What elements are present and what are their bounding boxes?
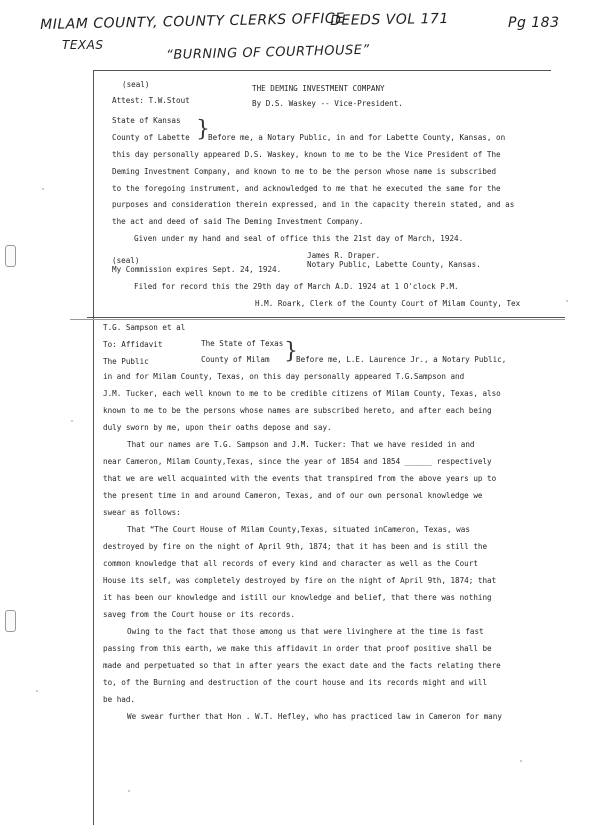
affidavit-line: J.M. Tucker, each well known to me to be credible citizens of Milam County, Texas, also <box>103 389 501 398</box>
notary-seal-label: (seal) <box>112 256 140 265</box>
scan-speck <box>128 790 130 792</box>
filed-for-record: Filed for record this the 29th day of March A.D. 1924 at 1 O'clock P.M. <box>134 282 459 291</box>
venue-county: County of Labette <box>112 133 190 142</box>
affidavit-line: saveg from the Court house or its records. <box>103 610 296 619</box>
handwritten-county-office: MILAM COUNTY, COUNTY CLERKS OFFICE <box>40 10 345 33</box>
top-rule <box>93 70 551 71</box>
affidavit-line: destroyed by fire on the night of April 9th, 1874; that it has been and is still the <box>103 542 488 551</box>
left-margin-rule <box>93 70 94 825</box>
affidavit-line: We swear further that Hon . W.T. Hefley, who has practiced law in Cameron for many <box>127 712 502 721</box>
body-line: the act and deed of said The Deming Investment Company. <box>112 217 364 226</box>
body-line: Before me, a Notary Public, in and for Labette County, Kansas, on <box>208 133 506 142</box>
section-divider <box>87 317 565 318</box>
affidavit-line: duly sworn by me, upon their oaths depose and say. <box>103 423 332 432</box>
affidavit-line: near Cameron, Milam County,Texas, since the year of 1854 and 1854 ______ respectively <box>103 457 492 466</box>
affidavit-line: House its self, was completely destroyed by fire on the night of April 9th, 1874; that <box>103 576 497 585</box>
affidavit-line: Owing to the fact that those among us that were livinghere at the time is fast <box>127 627 484 636</box>
body-line: to the foregoing instrument, and acknowledged to me that he executed the same for the <box>112 184 501 193</box>
scan-speck <box>42 188 44 190</box>
seal-label: (seal) <box>122 80 150 89</box>
scan-speck <box>566 300 568 302</box>
affidavit-line: be had. <box>103 695 136 704</box>
binder-hole-bottom <box>5 610 16 632</box>
affidavit-line: known to me to be the persons whose names are subscribed hereto, and after each being <box>103 406 492 415</box>
section-divider-shadow <box>70 319 565 320</box>
venue-state: State of Kansas <box>112 116 181 125</box>
affidavit-line: the present time in and around Cameron, Texas, and of our own personal knowledge we <box>103 491 483 500</box>
body-line: this day personally appeared D.S. Waskey, known to me to be the Vice President of The <box>112 150 501 159</box>
body-line: Given under my hand and seal of office this the 21st day of March, 1924. <box>134 234 464 243</box>
handwritten-deeds-volume: DEEDS VOL 171 <box>330 10 449 29</box>
affidavit-line: That “The Court House of Milam County,Texas, situated inCameron, Texas, was <box>127 525 470 534</box>
instrument-type: To: Affidavit <box>103 340 163 349</box>
attest-line: Attest: T.W.Stout <box>112 96 190 105</box>
handwritten-subject: “BURNING OF COURTHOUSE” <box>166 42 370 63</box>
affidavit-line: passing from this earth, we make this affidavit in order that proof positive shall be <box>103 644 492 653</box>
venue-state: The State of Texas <box>201 339 284 348</box>
affidavit-line: made and perpetuated so that in after years the exact date and the facts relating there <box>103 661 501 670</box>
affidavit-line: swear as follows: <box>103 508 181 517</box>
grantee-public: The Public <box>103 357 149 366</box>
affidavit-line: to, of the Burning and destruction of the court house and its records might and will <box>103 678 488 687</box>
handwritten-page-number: Pg 183 <box>508 15 560 31</box>
body-line: Deming Investment Company, and known to me to be the person whose name is subscribed <box>112 167 497 176</box>
affidavit-line: Before me, L.E. Laurence Jr., a Notary Public, <box>296 355 507 364</box>
vice-president-signature: By D.S. Waskey -- Vice-President. <box>252 99 403 108</box>
handwritten-state: TEXAS <box>62 38 104 52</box>
affidavit-line: it has been our knowledge and istill our knowledge and belief, that there was nothing <box>103 593 492 602</box>
commission-expiry: My Commission expires Sept. 24, 1924. <box>112 265 282 274</box>
affidavit-line: common knowledge that all records of every kind and character as well as the Court <box>103 559 478 568</box>
affiant-party: T.G. Sampson et al <box>103 323 186 332</box>
company-name: THE DEMING INVESTMENT COMPANY <box>252 84 385 93</box>
affidavit-line: that we are well acquainted with the events that transpired from the above years up to <box>103 474 497 483</box>
scan-speck <box>36 690 38 692</box>
affidavit-line: That our names are T.G. Sampson and J.M. Tucker: That we have resided in and <box>127 440 475 449</box>
county-clerk-signature: H.M. Roark, Clerk of the County Court of Milam County, Tex <box>255 299 521 308</box>
notary-title: Notary Public, Labette County, Kansas. <box>307 260 481 269</box>
venue-county: County of Milam <box>201 355 270 364</box>
notary-name: James R. Draper. <box>307 251 381 260</box>
venue-brace: } <box>284 339 298 364</box>
binder-hole-top <box>5 245 16 267</box>
body-line: purposes and consideration therein expressed, and in the capacity therein stated, and as <box>112 200 515 209</box>
scan-speck <box>71 420 73 422</box>
affidavit-line: in and for Milam County, Texas, on this day personally appeared T.G.Sampson and <box>103 372 465 381</box>
scan-speck <box>520 760 522 762</box>
venue-brace: } <box>196 117 210 142</box>
